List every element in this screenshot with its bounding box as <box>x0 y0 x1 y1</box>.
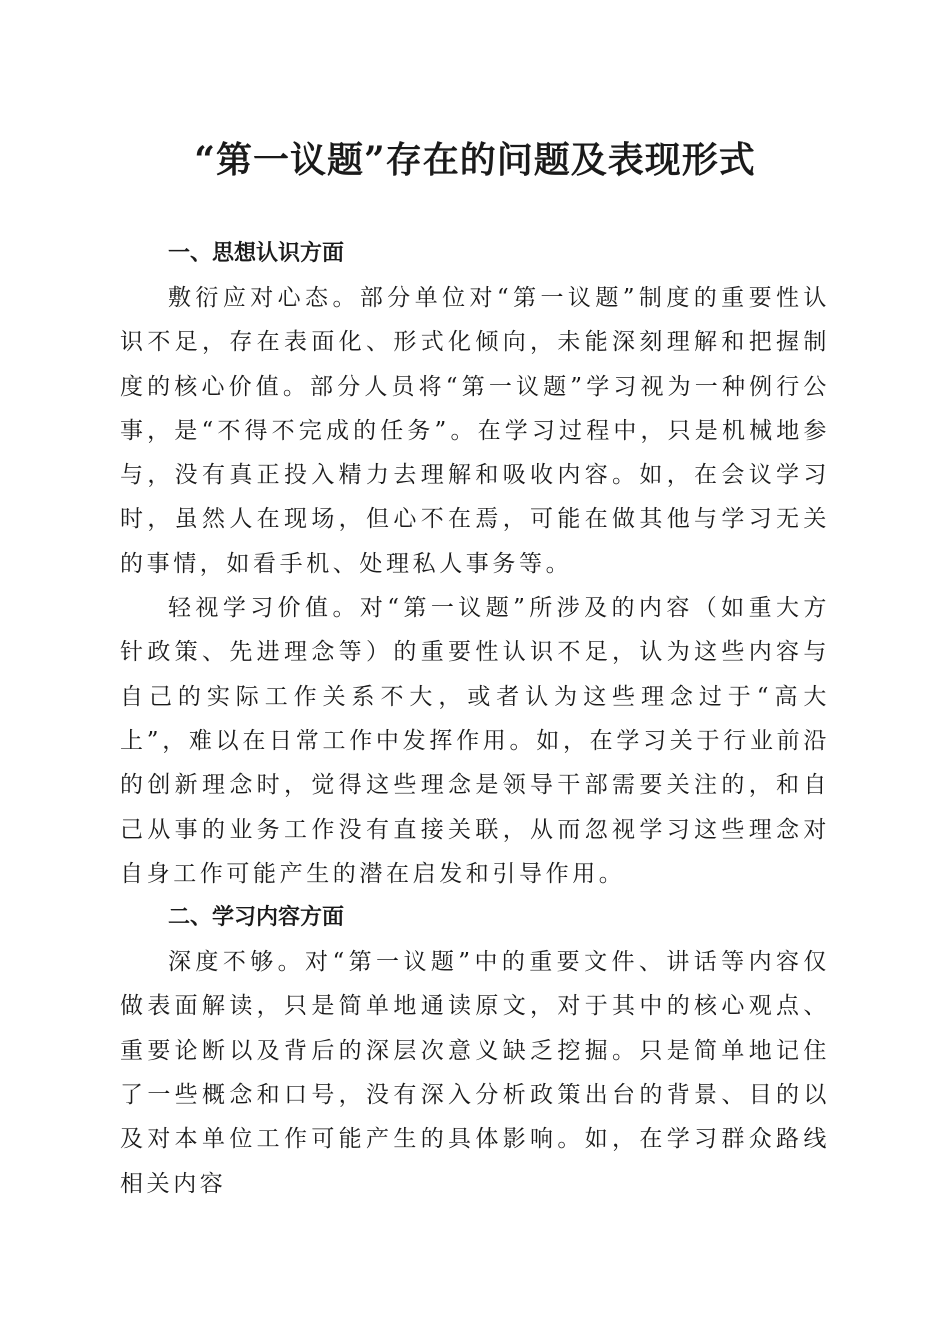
document-body <box>120 232 830 1206</box>
paragraph: 敷衍应对心态。部分单位对“第一议题”制度的重要性认识不足，存在表面化、形式化倾向，未能深刻理解和把握制度的核心价值。部分人员将“第一议题”学习视为一种例行公事，是“不得不完成的任务”。在学习过程中，只是机械地参与，没有真正投入精力去理解和吸收内容。如，在会议学习时，虽然人在现场，但心不在焉，可能在做其他与学习无关的事情，如看手机、处理私人事务等。 <box>120 285 830 577</box>
section-thinking <box>120 232 830 896</box>
paragraph: 深度不够。对“第一议题”中的重要文件、讲话等内容仅做表面解读，只是简单地通读原文，对于其中的核心观点、重要论断以及背后的深层次意义缺乏挖掘。只是简单地记住了一些概念和口号，没有深入分析政策出台的背景、目的以及对本单位工作可能产生的具体影响。如，在学习群众路线相关内容 <box>120 949 830 1197</box>
section-heading: 二、学习内容方面 <box>168 905 345 931</box>
document-title: “第一议题”存在的问题及表现形式 <box>194 139 756 181</box>
paragraph: 轻视学习价值。对“第一议题”所涉及的内容（如重大方针政策、先进理念等）的重要性认识不足，认为这些内容与自己的实际工作关系不大，或者认为这些理念过于“高大上”，难以在日常工作中发挥作用。如，在学习关于行业前沿的创新理念时，觉得这些理念是领导干部需要关注的，和自己从事的业务工作没有直接关联，从而忽视学习这些理念对自身工作可能产生的潜在启发和引导作用。 <box>120 595 830 887</box>
section-heading: 一、思想认识方面 <box>168 241 345 266</box>
section-content <box>120 896 830 1206</box>
